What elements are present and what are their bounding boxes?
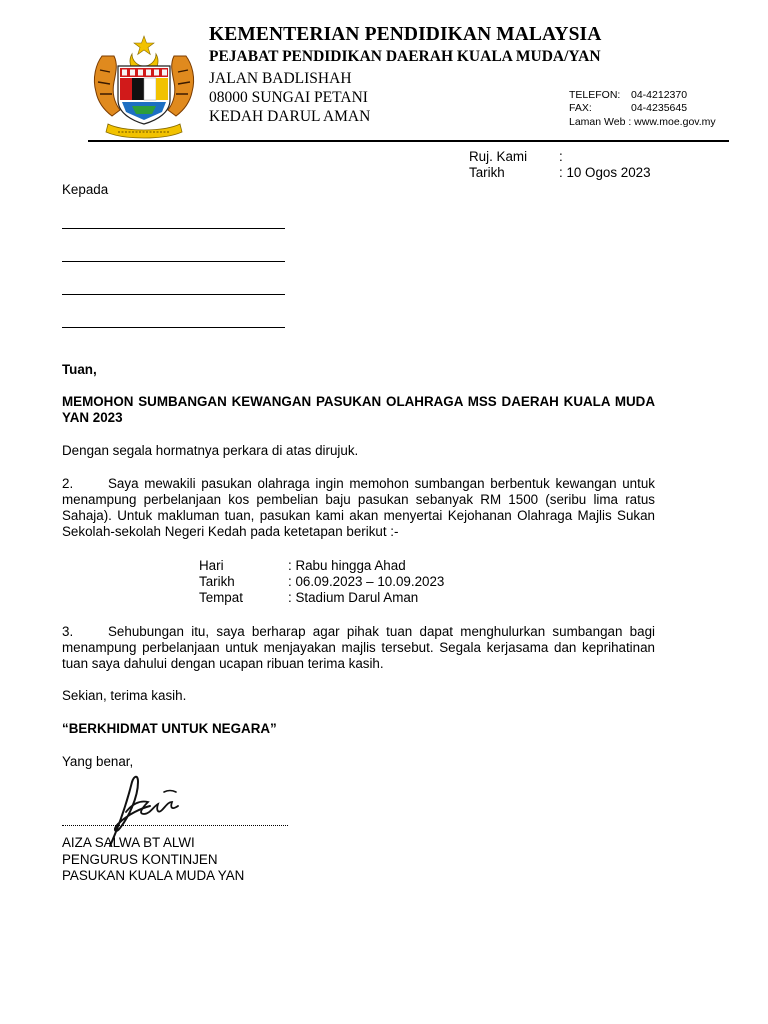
recipient-line-1 [62,228,285,229]
recipient-line-4 [62,327,285,328]
subject-line: MEMOHON SUMBANGAN KEWANGAN PASUKAN OLAHRAGA MSS DAERAH KUALA MUDA YAN 2023 [62,394,655,425]
recipient-line-2 [62,261,285,262]
office-name: PEJABAT PENDIDIKAN DAERAH KUALA MUDA/YAN [209,48,601,65]
detail-hari-label: Hari [199,558,224,573]
ruj-label: Ruj. Kami [469,149,528,164]
signatory-name: AIZA SALWA BT ALWI [62,835,195,850]
website: Laman Web : www.moe.gov.my [569,116,716,128]
address-line-2: 08000 SUNGAI PETANI [209,89,368,106]
coat-of-arms-icon [88,32,200,144]
address-line-1: JALAN BADLISHAH [209,70,352,87]
signatory-team: PASUKAN KUALA MUDA YAN [62,868,245,883]
closing-thanks: Sekian, terima kasih. [62,688,187,703]
ruj-value: : [559,149,563,164]
recipient-label: Kepada [62,182,109,197]
salutation: Tuan, [62,362,97,377]
paragraph-3-number: 3. [62,624,74,639]
detail-tempat-label: Tempat [199,590,243,605]
telefon-label: TELEFON: [569,89,621,101]
paragraph-2-number: 2. [62,476,74,491]
detail-tarikh-value: : 06.09.2023 – 10.09.2023 [288,574,445,589]
paragraph-1: Dengan segala hormatnya perkara di atas dirujuk. [62,443,359,458]
header-divider [88,140,729,142]
signatory-title: PENGURUS KONTINJEN [62,852,218,867]
paragraph-2: Saya mewakili pasukan olahraga ingin memohon sumbangan berbentuk kewangan untuk menampung perbelanjaan kos pembelian baju pasukan sebanyak RM 1500 (seribu lima ratus Sahaja). Untuk makluman tuan, pasukan kami akan menyertai Kejohanan Olahraga Majlis Sukan Sekolah-sekolah Negeri Kedah pada ketetapan berikut :- [62,476,655,539]
telefon-value: 04-4212370 [631,89,688,101]
motto: “BERKHIDMAT UNTUK NEGARA” [62,721,277,736]
address-line-3: KEDAH DARUL AMAN [209,108,371,125]
tarikh-value: : 10 Ogos 2023 [559,165,651,180]
detail-hari-value: : Rabu hingga Ahad [288,558,406,573]
tarikh-label: Tarikh [469,165,505,180]
fax-value: 04-4235645 [631,102,688,114]
closing-yours: Yang benar, [62,754,134,769]
signature-line [62,825,288,826]
fax-label: FAX: [569,102,592,114]
detail-tempat-value: : Stadium Darul Aman [288,590,419,605]
detail-tarikh-label: Tarikh [199,574,235,589]
recipient-line-3 [62,294,285,295]
paragraph-3: Sehubungan itu, saya berharap agar pihak tuan dapat menghulurkan sumbangan bagi menampung perbelanjaan untuk menjayakan majlis tersebut. Segala kerjasama dan keprihatinan tuan saya dahului dengan ucapan ribuan terima kasih. [62,624,655,671]
ministry-name: KEMENTERIAN PENDIDIKAN MALAYSIA [209,24,602,45]
